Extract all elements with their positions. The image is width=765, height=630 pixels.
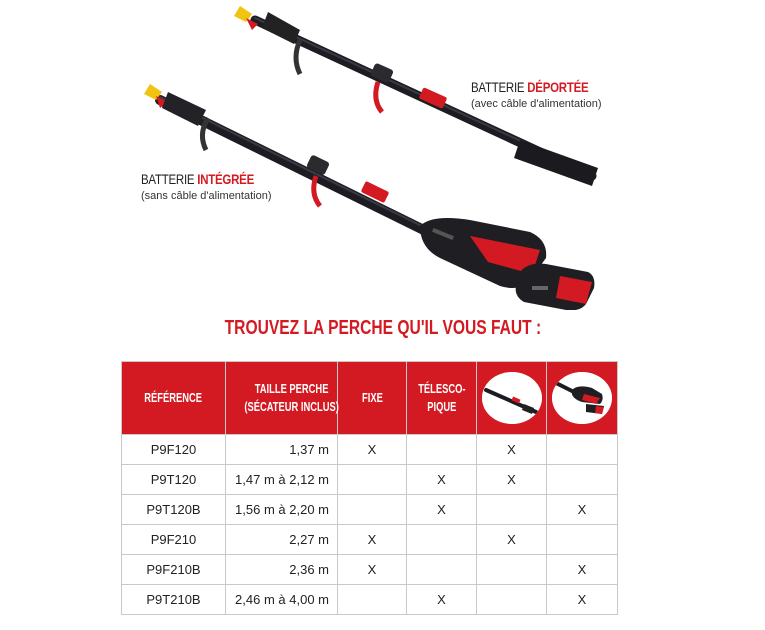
header-size: TAILLE PERCHE (SÉCATEUR INCLUS) bbox=[226, 362, 338, 435]
header-integrated-battery bbox=[547, 362, 618, 435]
cell-telescopic: X bbox=[407, 495, 477, 525]
cell-remote-battery: X bbox=[477, 465, 547, 495]
cell-telescopic: X bbox=[407, 585, 477, 615]
table-header-row bbox=[122, 362, 618, 435]
cell-integrated-battery bbox=[547, 435, 618, 465]
table-row bbox=[122, 435, 618, 465]
integrated-battery-subtitle: (sans câble d'alimentation) bbox=[141, 190, 272, 202]
cell-fixed: X bbox=[338, 555, 407, 585]
cell-size: 2,46 m à 4,00 m bbox=[226, 585, 338, 615]
cell-remote-battery bbox=[477, 495, 547, 525]
cell-integrated-battery: X bbox=[547, 585, 618, 615]
header-reference: RÉFÉRENCE bbox=[122, 362, 226, 435]
cell-size: 1,56 m à 2,20 m bbox=[226, 495, 338, 525]
cell-reference: P9F210B bbox=[122, 555, 226, 585]
cell-size: 1,47 m à 2,12 m bbox=[226, 465, 338, 495]
cell-remote-battery: X bbox=[477, 525, 547, 555]
cell-integrated-battery bbox=[547, 465, 618, 495]
cell-reference: P9F120 bbox=[122, 435, 226, 465]
cell-fixed: X bbox=[338, 525, 407, 555]
integrated-battery-callout bbox=[141, 170, 279, 204]
integrated-battery-accent: INTÉGRÉE bbox=[197, 171, 254, 187]
cell-remote-battery bbox=[477, 585, 547, 615]
cell-integrated-battery bbox=[547, 525, 618, 555]
cell-remote-battery bbox=[477, 555, 547, 585]
cell-reference: P9T210B bbox=[122, 585, 226, 615]
table-row bbox=[122, 525, 618, 555]
cell-remote-battery: X bbox=[477, 435, 547, 465]
remote-battery-title: BATTERIE DÉPORTÉE bbox=[471, 79, 589, 95]
header-remote-battery bbox=[477, 362, 547, 435]
integrated-battery-title: BATTERIE INTÉGRÉE bbox=[141, 171, 254, 187]
cell-fixed bbox=[338, 495, 407, 525]
cell-reference: P9T120 bbox=[122, 465, 226, 495]
cell-telescopic: X bbox=[407, 465, 477, 495]
remote-battery-accent: DÉPORTÉE bbox=[527, 79, 589, 95]
table-row bbox=[122, 465, 618, 495]
table-row bbox=[122, 555, 618, 585]
cell-reference: P9T120B bbox=[122, 495, 226, 525]
cell-size: 1,37 m bbox=[226, 435, 338, 465]
cell-reference: P9F210 bbox=[122, 525, 226, 555]
cell-integrated-battery: X bbox=[547, 555, 618, 585]
pole-pruner-product-image bbox=[0, 0, 765, 310]
cell-telescopic bbox=[407, 555, 477, 585]
cell-fixed: X bbox=[338, 435, 407, 465]
table-row bbox=[122, 495, 618, 525]
pole-pruner-remote-battery-icon bbox=[482, 372, 542, 424]
header-telescopic: TÉLESCO- PIQUE bbox=[407, 362, 477, 435]
header-fixed: FIXE bbox=[338, 362, 407, 435]
pole-pruner-integrated-battery-icon bbox=[552, 372, 612, 424]
cell-telescopic bbox=[407, 525, 477, 555]
cell-size: 2,36 m bbox=[226, 555, 338, 585]
headline: TROUVEZ LA PERCHE QU'IL VOUS FAUT : bbox=[224, 317, 541, 339]
reference-table bbox=[121, 361, 618, 615]
remote-battery-subtitle: (avec câble d'alimentation) bbox=[471, 98, 602, 110]
remote-battery-callout bbox=[471, 78, 614, 112]
cell-integrated-battery: X bbox=[547, 495, 618, 525]
cell-fixed bbox=[338, 585, 407, 615]
cell-size: 2,27 m bbox=[226, 525, 338, 555]
table-row bbox=[122, 585, 618, 615]
cell-fixed bbox=[338, 465, 407, 495]
cell-telescopic bbox=[407, 435, 477, 465]
